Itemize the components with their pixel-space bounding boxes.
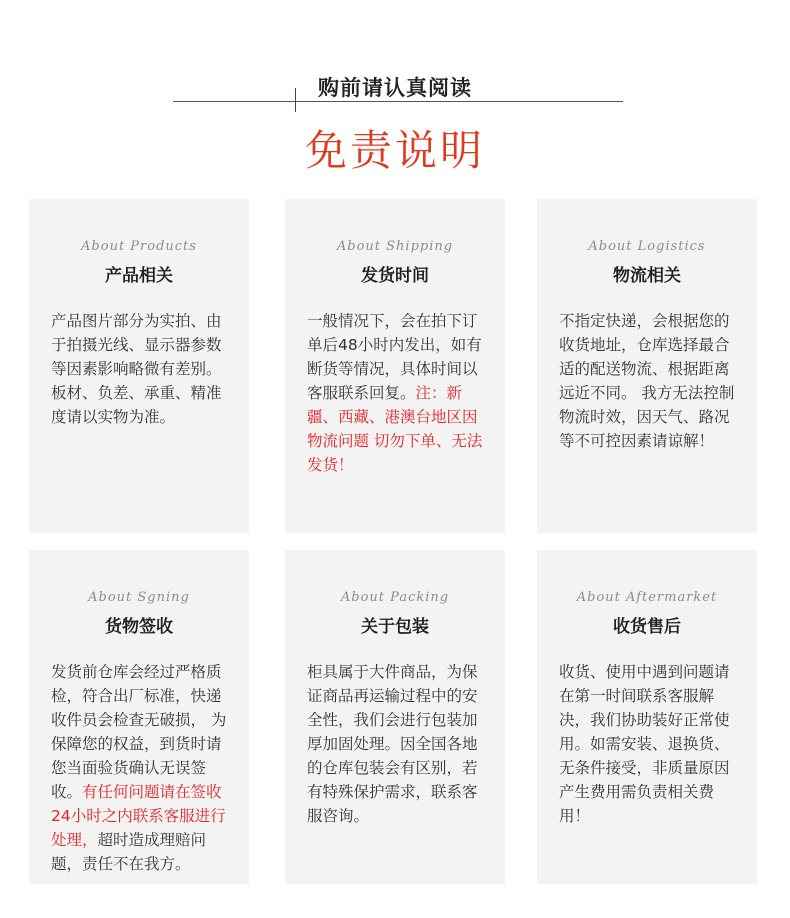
card-heading: 关于包装 bbox=[361, 617, 429, 637]
card-products bbox=[29, 199, 249, 533]
card-english-heading: About Shipping bbox=[336, 239, 454, 254]
card-body-text: 发货前仓库会经过严格质检，符合出厂标准，快递收件员会检查无破损， 为保障您的权益，到货时请您当面验货确认无误签收。 bbox=[51, 663, 227, 801]
card-body-text: 一般情况下，会在拍下订单后48小时内发出，如有断货等情况，具体时间以客服联系回复。 bbox=[307, 312, 482, 402]
card-body bbox=[51, 660, 235, 876]
card-body-warning: 有任何问题请在签收24小时之内联系客服进行处理， bbox=[51, 783, 226, 849]
page-header bbox=[0, 0, 790, 180]
card-heading: 产品相关 bbox=[105, 266, 173, 286]
card-english-heading: About Logistics bbox=[588, 239, 706, 254]
card-body-text: 柜具属于大件商品，为保证商品再运输过程中的安全性，我们会进行包装加厚加固处理。因全国各地的仓库包装会有区别，若有特殊保护需求，联系客服咨询。 bbox=[307, 663, 478, 825]
card-body-warning: 注：新疆、西藏、港澳台地区因物流问题 切勿下单、无法发货！ bbox=[307, 384, 483, 474]
page-subtitle: 购前请认真阅读 bbox=[318, 76, 472, 100]
card-english-heading: About Products bbox=[81, 239, 197, 254]
card-english-heading: About Packing bbox=[340, 590, 450, 605]
card-heading: 货物签收 bbox=[105, 617, 173, 637]
card-signing bbox=[29, 550, 249, 884]
card-english-heading: About Sgning bbox=[88, 590, 190, 605]
divider-line bbox=[173, 101, 623, 102]
card-body-text: 产品图片部分为实拍、由于拍摄光线、显示器参数等因素影响略微有差别。板材、负差、承重、精准度请以实物为准。 bbox=[51, 312, 222, 426]
card-body bbox=[559, 660, 743, 828]
page-title: 免责说明 bbox=[304, 126, 485, 175]
card-logistics bbox=[537, 199, 757, 533]
card-body-text-after: 超时造成理赔问题，责任不在我方。 bbox=[51, 831, 207, 873]
card-heading: 物流相关 bbox=[613, 266, 681, 286]
card-body bbox=[307, 660, 491, 828]
divider-tick bbox=[295, 88, 296, 112]
card-body bbox=[559, 309, 743, 453]
card-packing bbox=[285, 550, 505, 884]
card-shipping bbox=[285, 199, 505, 533]
card-heading: 发货时间 bbox=[361, 266, 429, 286]
card-aftermarket bbox=[537, 550, 757, 884]
card-body-text: 不指定快递，会根据您的收货地址，仓库选择最合适的配送物流、根据距离远近不同。 我方无法控制物流时效，因天气、路况等不可控因素请谅解！ bbox=[559, 312, 735, 450]
card-heading: 收货售后 bbox=[613, 617, 681, 637]
card-body bbox=[51, 309, 235, 429]
card-body-text: 收货、使用中遇到问题请在第一时间联系客服解决，我们协助装好正常使用。如需安装、退换货、无条件接受，非质量原因产生费用需负责相关费用！ bbox=[559, 663, 730, 825]
card-english-heading: About Aftermarket bbox=[576, 590, 718, 605]
card-body bbox=[307, 309, 491, 477]
